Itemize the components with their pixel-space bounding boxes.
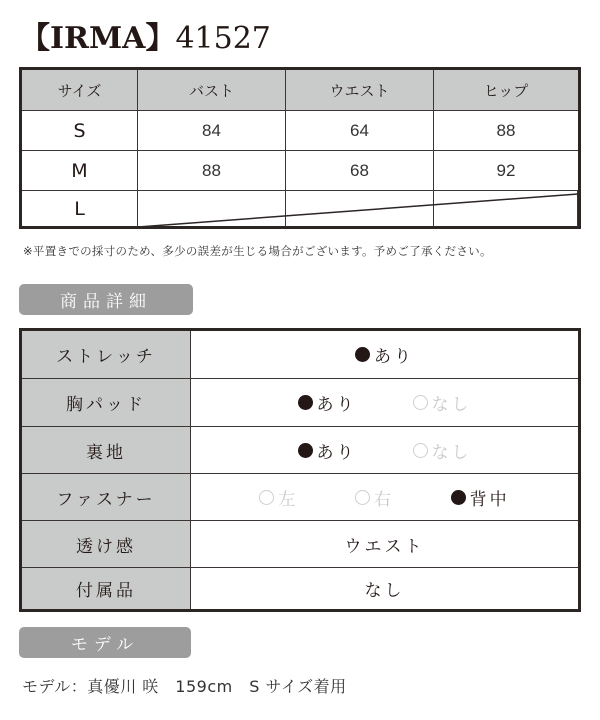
option-yes: あり bbox=[355, 342, 414, 367]
product-title bbox=[20, 20, 271, 58]
table-row bbox=[22, 150, 578, 191]
size-table-header bbox=[22, 70, 578, 110]
column-header-waist: ウエスト bbox=[286, 70, 434, 110]
size-cell: L bbox=[22, 191, 138, 227]
waist-cell bbox=[286, 191, 434, 227]
detail-value bbox=[191, 331, 578, 378]
waist-cell: 68 bbox=[286, 151, 434, 191]
filled-circle-icon bbox=[451, 490, 466, 505]
hip-cell: 88 bbox=[496, 121, 516, 140]
detail-value: ウエスト bbox=[344, 537, 425, 557]
bust-cell: 84 bbox=[138, 111, 286, 151]
detail-label: 裏地 bbox=[22, 427, 191, 474]
detail-row-lining bbox=[22, 427, 578, 474]
option-left: 左 bbox=[259, 485, 298, 510]
detail-value bbox=[191, 427, 578, 474]
empty-circle-icon bbox=[259, 490, 274, 505]
model-info: モデル：真優川 咲 159cm S サイズ着用 bbox=[22, 677, 347, 696]
option-yes: あり bbox=[298, 438, 357, 463]
bust-cell bbox=[138, 191, 286, 227]
column-header-size: サイズ bbox=[22, 70, 138, 110]
detail-label: 胸パッド bbox=[22, 379, 191, 426]
filled-circle-icon bbox=[355, 347, 370, 362]
detail-value: なし bbox=[364, 581, 405, 601]
option-no: なし bbox=[413, 438, 472, 463]
hip-cell: 92 bbox=[496, 161, 516, 180]
section-header-model: モデル bbox=[19, 627, 191, 658]
filled-circle-icon bbox=[298, 443, 313, 458]
filled-circle-icon bbox=[298, 395, 313, 410]
detail-label: ファスナー bbox=[22, 474, 191, 521]
size-cell: M bbox=[22, 151, 138, 191]
detail-label: 付属品 bbox=[22, 568, 191, 609]
detail-label: ストレッチ bbox=[22, 331, 191, 378]
empty-circle-icon bbox=[355, 490, 370, 505]
detail-value bbox=[191, 474, 578, 521]
brand-name: 【IRMA】 bbox=[20, 21, 176, 56]
detail-row-stretch bbox=[22, 331, 578, 378]
size-cell: S bbox=[22, 111, 138, 151]
option-no: なし bbox=[413, 390, 472, 415]
detail-value bbox=[191, 379, 578, 426]
option-right: 右 bbox=[355, 485, 394, 510]
option-yes: あり bbox=[298, 390, 357, 415]
details-table bbox=[19, 328, 581, 612]
section-header-details: 商品詳細 bbox=[19, 284, 193, 315]
column-header-bust: バスト bbox=[138, 70, 286, 110]
measurement-note: ※平置きでの採寸のため、多少の誤差が生じる場合がございます。予めご了承ください。 bbox=[23, 244, 492, 258]
detail-row-accessories bbox=[22, 568, 578, 609]
waist-cell: 64 bbox=[286, 111, 434, 151]
product-code: 41527 bbox=[175, 21, 271, 56]
table-row bbox=[22, 110, 578, 151]
empty-circle-icon bbox=[413, 395, 428, 410]
empty-circle-icon bbox=[413, 443, 428, 458]
option-back: 背中 bbox=[451, 485, 510, 510]
table-row bbox=[22, 190, 578, 227]
hip-cell bbox=[434, 191, 578, 227]
detail-label: 透け感 bbox=[22, 521, 191, 568]
column-header-hip: ヒップ bbox=[434, 70, 578, 110]
size-table bbox=[19, 67, 581, 229]
detail-row-sheerness bbox=[22, 521, 578, 568]
detail-row-bust-pad bbox=[22, 379, 578, 426]
bust-cell: 88 bbox=[138, 151, 286, 191]
detail-row-zipper bbox=[22, 474, 578, 521]
